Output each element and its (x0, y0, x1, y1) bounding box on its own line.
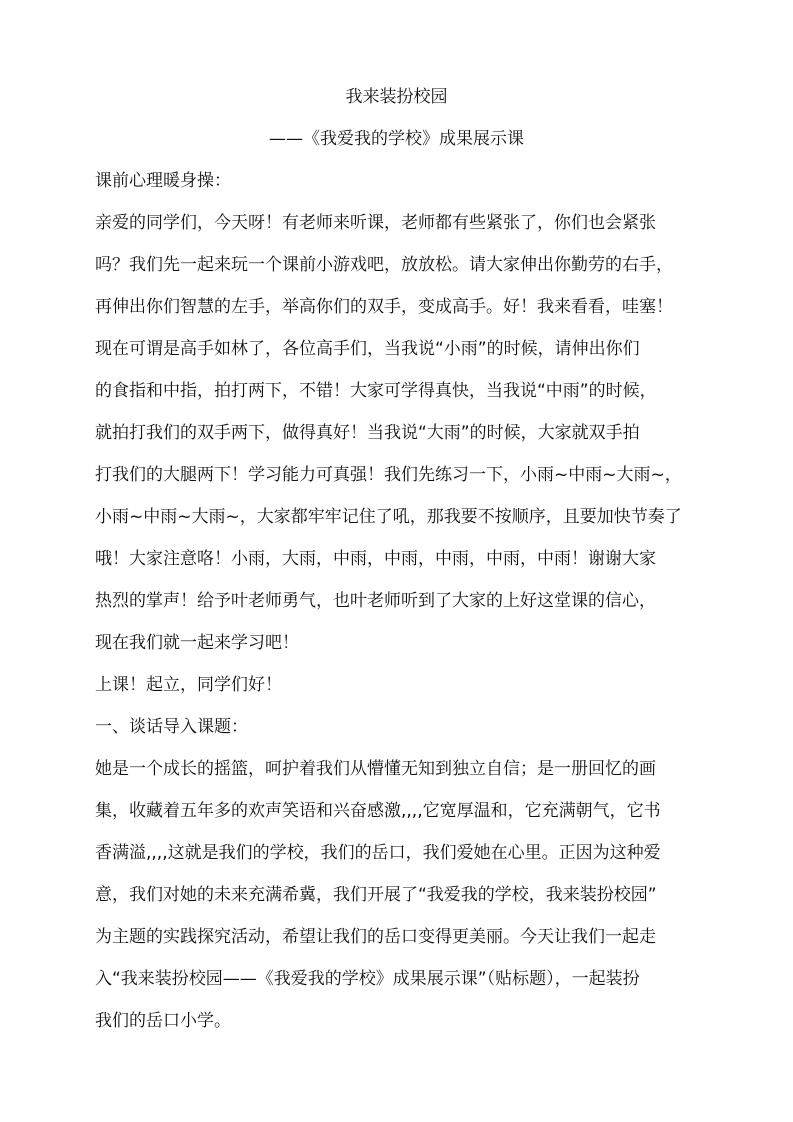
paragraph-line: 就拍打我们的双手两下，做得真好！当我说“大雨”的时候，大家就双手拍 (95, 423, 640, 443)
paragraph-line: 的食指和中指，拍打两下，不错！大家可学得真快，当我说“中雨”的时候， (95, 381, 657, 401)
paragraph-line: 吗？我们先一起来玩一个课前小游戏吧，放放松。请大家伸出你勤劳的右手， (95, 255, 673, 275)
paragraph-line: 现在可谓是高手如林了，各位高手们，当我说“小雨”的时候，请伸出你们 (95, 339, 640, 359)
paragraph-line: 再伸出你们智慧的左手，举高你们的双手，变成高手。好！我来看看，哇塞！ (95, 297, 673, 317)
paragraph-line: 为主题的实践探究活动，希望让我们的岳口变得更美丽。今天让我们一起走 (95, 927, 656, 947)
paragraph-line: 我们的岳口小学。 (95, 1011, 231, 1031)
paragraph-line: 香满溢,,,,这就是我们的学校，我们的岳口，我们爱她在心里。正因为这种爱 (95, 843, 661, 863)
section-heading-intro: 一、谈话导入课题： (95, 717, 248, 737)
section-heading-warmup: 课前心理暖身操： (95, 171, 231, 191)
paragraph-line: 小雨~中雨~大雨~，大家都牢牢记住了吼，那我要不按顺序，且要加快节奏了 (95, 507, 682, 527)
paragraph-line: 意，我们对她的未来充满希冀，我们开展了“我爱我的学校，我来装扮校园” (95, 885, 657, 905)
document-subtitle: ——《我爱我的学校》成果展示课 (269, 129, 524, 149)
paragraph-line: 现在我们就一起来学习吧！ (95, 633, 299, 653)
document-title: 我来装扮校园 (345, 87, 448, 107)
paragraph-line: 亲爱的同学们，今天呀！有老师来听课，老师都有些紧张了，你们也会紧张 (95, 213, 656, 233)
paragraph-line: 她是一个成长的摇篮，呵护着我们从懵懂无知到独立自信；是一册回忆的画 (95, 759, 656, 779)
paragraph-line-class-start: 上课！起立，同学们好！ (95, 675, 282, 695)
paragraph-line: 集，收藏着五年多的欢声笑语和兴奋感激,,,,它宽厚温和，它充满朝气，它书 (95, 801, 661, 821)
paragraph-line: 入“我来装扮校园——《我爱我的学校》成果展示课”（贴标题），一起装扮 (95, 969, 640, 989)
paragraph-line: 打我们的大腿两下！学习能力可真强！我们先练习一下，小雨~中雨~大雨~， (95, 465, 682, 485)
paragraph-line: 热烈的掌声！给予叶老师勇气，也叶老师听到了大家的上好这堂课的信心， (95, 591, 656, 611)
paragraph-line: 哦！大家注意咯！小雨，大雨，中雨，中雨，中雨，中雨，中雨！谢谢大家 (95, 549, 656, 569)
